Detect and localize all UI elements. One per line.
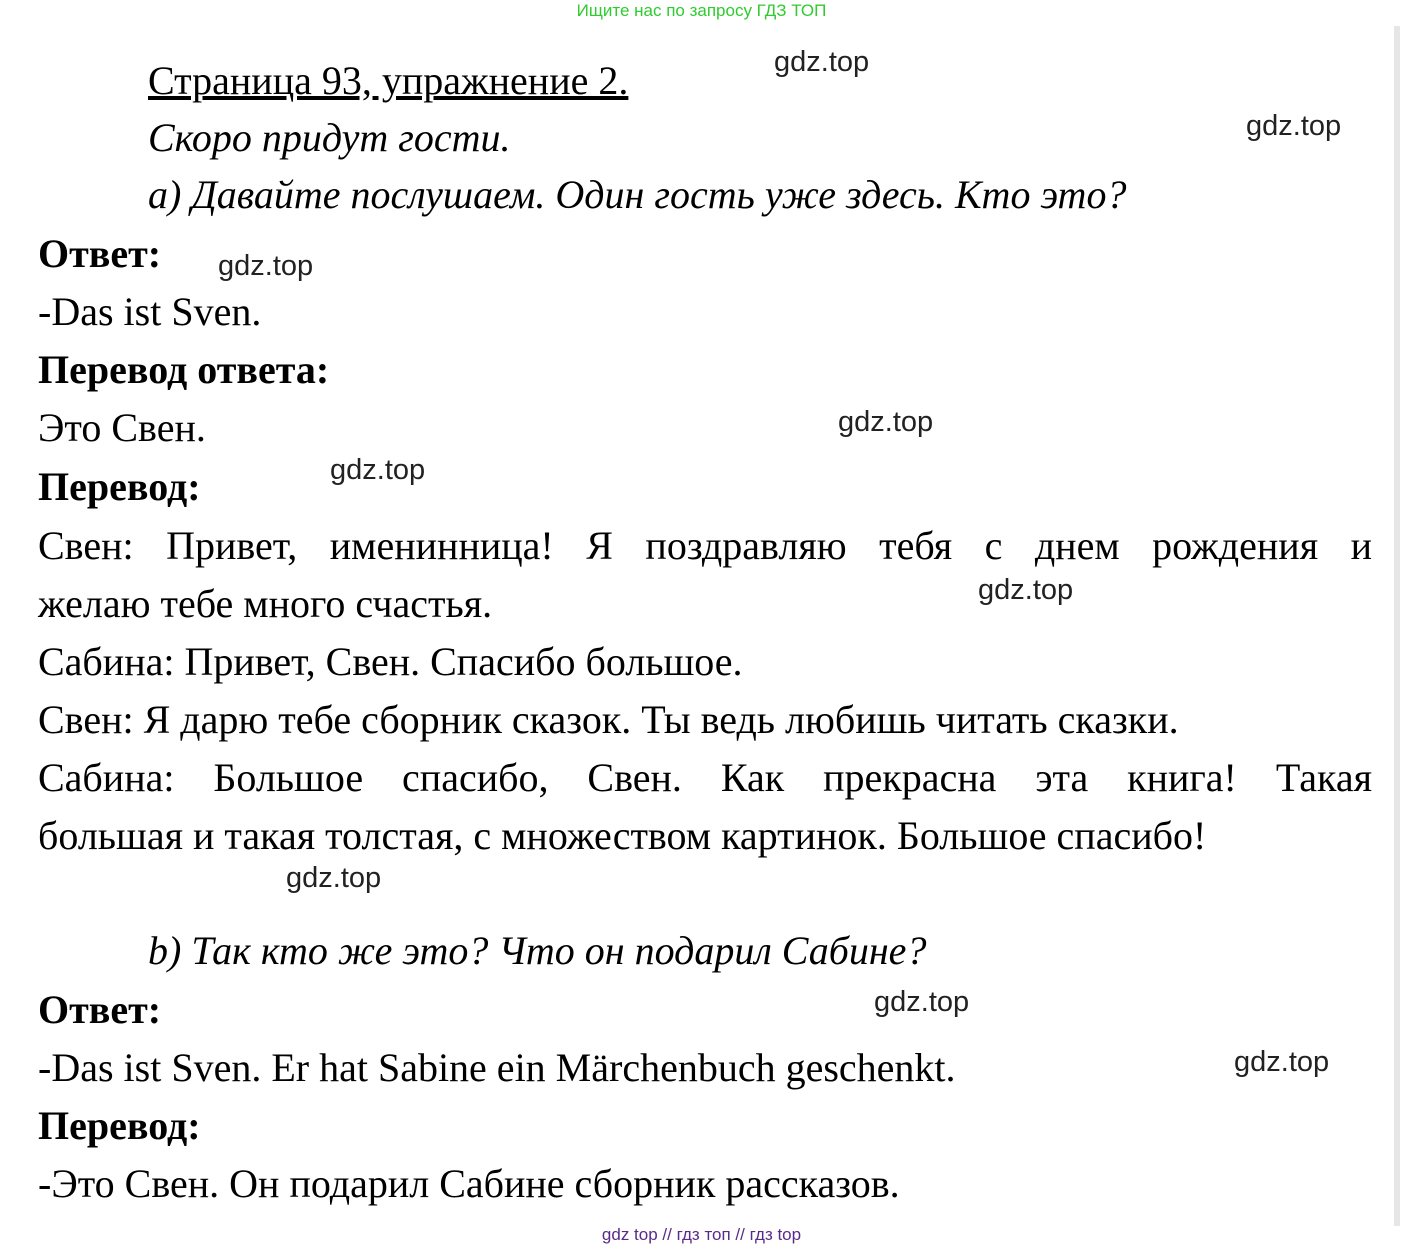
- dialog-line-4b: большая и такая толстая, с множеством картинок. Большое спасибо!: [38, 813, 1207, 858]
- answer-b-text: -Das ist Sven. Er hat Sabine ein Märchenbuch geschenkt.: [38, 1045, 956, 1090]
- dialog-line-1a: Свен: Привет, именинница! Я поздравляю тебя с днем рождения и: [38, 523, 1372, 568]
- page-title: Страница 93, упражнение 2.: [148, 58, 629, 103]
- top-banner[interactable]: Ищите нас по запросу ГДЗ ТОП: [576, 1, 827, 20]
- answer-label-b: Ответ:: [38, 987, 162, 1032]
- watermark: gdz.top: [774, 46, 870, 78]
- dialog-line-4a: Сабина: Большое спасибо, Свен. Как прекрасна эта книга! Такая: [38, 755, 1372, 800]
- dialog-line-2: Сабина: Привет, Свен. Спасибо большое.: [38, 639, 743, 684]
- answer-translation-label: Перевод ответа:: [38, 347, 330, 392]
- watermark: gdz.top: [330, 454, 426, 486]
- translation-label-b: Перевод:: [38, 1103, 201, 1148]
- answer-label: Ответ:: [38, 231, 162, 276]
- watermark: gdz.top: [978, 574, 1074, 606]
- answer-translation-text: Это Свен.: [38, 405, 206, 450]
- translation-b-text: -Это Свен. Он подарил Сабине сборник рассказов.: [38, 1161, 900, 1206]
- watermark: gdz.top: [874, 986, 970, 1018]
- watermark: gdz.top: [1234, 1046, 1330, 1078]
- dialog-line-3: Свен: Я дарю тебе сборник сказок. Ты ведь любишь читать сказки.: [38, 697, 1179, 742]
- task-a-question: a) Давайте послушаем. Один гость уже здесь. Кто это?: [148, 172, 1127, 217]
- scrollbar-thumb[interactable]: [1394, 26, 1400, 1226]
- task-b-question: b) Так кто же это? Что он подарил Сабине?: [148, 928, 927, 973]
- watermark: gdz.top: [286, 862, 382, 894]
- exercise-subtitle: Скоро придут гости.: [148, 115, 511, 160]
- translation-label: Перевод:: [38, 464, 201, 509]
- answer-a-text: -Das ist Sven.: [38, 289, 262, 334]
- dialog-line-1b: желаю тебе много счастья.: [38, 581, 493, 626]
- watermark: gdz.top: [218, 250, 314, 282]
- footer-links[interactable]: gdz top // гдз топ // гдз top: [601, 1225, 802, 1244]
- scrollbar[interactable]: [1390, 0, 1403, 1252]
- watermark: gdz.top: [838, 406, 934, 438]
- watermark: gdz.top: [1246, 110, 1342, 142]
